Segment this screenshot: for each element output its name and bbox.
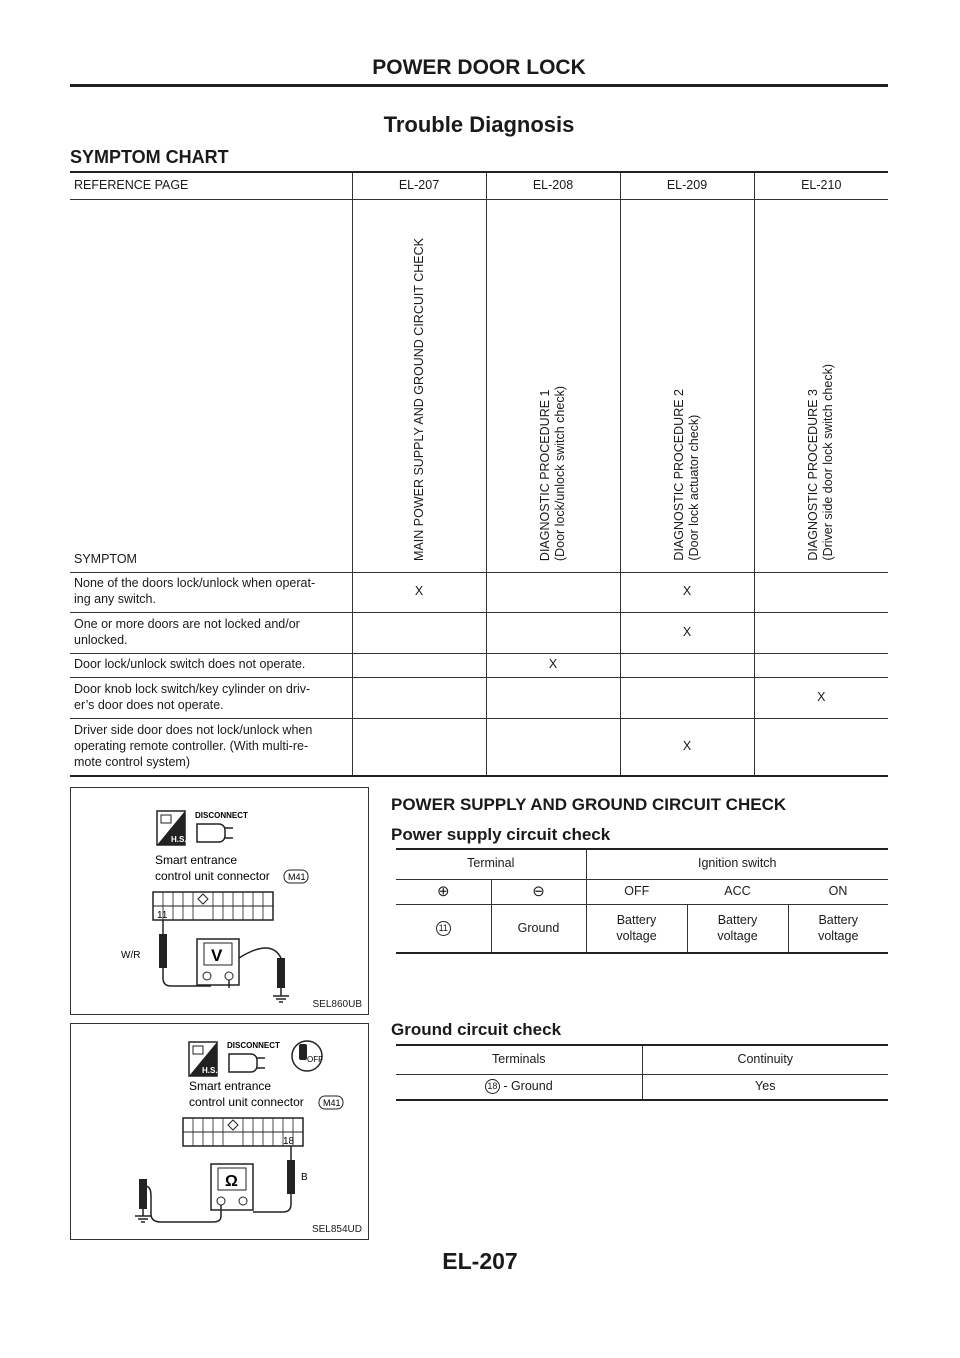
symptom-text: mote control system)	[74, 754, 191, 769]
column-header-line2: (Driver side door lock switch check)	[821, 364, 836, 561]
pin-number: 18	[283, 1136, 295, 1147]
column-header-line2: (Door lock/unlock switch check)	[553, 385, 567, 561]
ref-page: EL-208	[486, 172, 620, 199]
ref-page: EL-210	[754, 172, 888, 199]
terminal-number: 11	[436, 921, 451, 936]
terminal-cell	[396, 905, 491, 953]
mark-cell: X	[620, 612, 754, 653]
running-header: POWER DOOR LOCK	[372, 56, 586, 79]
value-line: Battery	[717, 912, 758, 927]
table-row	[396, 1074, 888, 1100]
figure-code: SEL860UB	[312, 999, 362, 1010]
symptom-chart-table	[70, 171, 888, 777]
power-supply-table	[396, 848, 888, 954]
mark-cell	[754, 653, 888, 677]
meter-symbol: Ω	[225, 1173, 238, 1190]
power-ground-heading: POWER SUPPLY AND GROUND CIRCUIT CHECK	[391, 795, 787, 814]
continuity-result: Yes	[642, 1074, 888, 1100]
mark-cell	[352, 653, 486, 677]
table-header-row	[396, 849, 888, 879]
symptom-cell	[70, 612, 352, 653]
voltmeter-icon	[197, 939, 239, 985]
value-cell	[788, 905, 888, 953]
value-line: voltage	[818, 928, 859, 943]
ground-icon	[135, 1209, 151, 1222]
hs-icon	[157, 811, 187, 845]
mark-cell	[486, 718, 620, 776]
ignition-on: ON	[828, 884, 848, 899]
figure-code: SEL854UD	[311, 1224, 362, 1235]
ignition-off: OFF	[586, 879, 687, 905]
value-line: Battery	[818, 912, 859, 927]
mark-cell	[486, 677, 620, 718]
minus-icon: ⊖	[491, 879, 586, 905]
symptom-text: Driver side door does not lock/unlock when	[74, 723, 313, 738]
symptom-text: Door knob lock switch/key cylinder on driv-	[74, 681, 311, 696]
ground-cell: Ground	[491, 905, 586, 953]
header-rule	[70, 84, 888, 87]
column-header-line1: DIAGNOSTIC PROCEDURE 1	[538, 389, 552, 561]
disconnect-label: DISCONNECT	[227, 1041, 280, 1050]
mark-cell	[620, 677, 754, 718]
mark-cell	[754, 572, 888, 612]
table-header-row	[396, 1045, 888, 1074]
mark-cell	[352, 718, 486, 776]
mark-cell: X	[754, 677, 888, 718]
ground-circuit-table	[396, 1044, 888, 1101]
ground-circuit-diagram	[71, 1024, 368, 1239]
mark-cell	[754, 612, 888, 653]
symptom-chart-heading: SYMPTOM CHART	[70, 147, 229, 167]
ignition-header: Ignition switch	[586, 849, 888, 879]
table-row	[70, 572, 888, 612]
ground-icon	[273, 988, 289, 1002]
reference-row	[70, 172, 888, 199]
connector-id: M41	[288, 872, 306, 882]
table-row	[396, 905, 888, 953]
wire-color: W/R	[121, 950, 141, 961]
value-line: voltage	[616, 928, 657, 943]
symptom-text: unlocked.	[74, 632, 128, 647]
column-header-row	[70, 199, 888, 572]
meter-symbol: V	[211, 946, 223, 965]
value-cell	[586, 905, 687, 953]
pin-number: 11	[157, 910, 168, 921]
mark-cell	[486, 572, 620, 612]
caption-line2: control unit connector	[189, 1095, 304, 1109]
mark-cell	[352, 677, 486, 718]
hs-text: H.S.	[171, 835, 187, 844]
probe-red	[159, 934, 167, 968]
caption-line1: Smart entrance	[155, 853, 238, 867]
terminal-header: Terminal	[467, 856, 515, 871]
mark-cell: X	[352, 572, 486, 612]
page-title: Trouble Diagnosis	[383, 112, 575, 137]
value-line: Battery	[616, 912, 657, 927]
column-header-line1: MAIN POWER SUPPLY AND GROUND CIRCUIT CHECK	[411, 237, 426, 561]
power-supply-subheading: Power supply circuit check	[391, 825, 611, 844]
mark-cell	[486, 612, 620, 653]
column-header	[352, 199, 486, 572]
terminal-cell	[396, 1074, 642, 1100]
key-off-label: OFF	[307, 1055, 323, 1064]
connector-plug-icon	[229, 1054, 265, 1072]
mark-cell: X	[620, 718, 754, 776]
mark-cell	[352, 612, 486, 653]
ignition-key-icon	[292, 1041, 323, 1071]
caption-line2: control unit connector	[155, 869, 270, 883]
table-row	[70, 612, 888, 653]
terminals-header: Terminals	[492, 1051, 546, 1066]
table-subheader-row	[396, 879, 888, 905]
symptom-cell	[70, 718, 352, 776]
power-supply-diagram	[71, 788, 368, 1014]
hs-text: H.S.	[202, 1066, 218, 1075]
probe-black	[287, 1160, 295, 1194]
column-header	[754, 199, 888, 572]
ref-page: EL-209	[620, 172, 754, 199]
terminal-number: 18	[485, 1079, 500, 1094]
hs-icon	[189, 1042, 218, 1076]
connector-id: M41	[323, 1098, 341, 1108]
ohmmeter-icon	[211, 1164, 253, 1210]
column-header-line1: DIAGNOSTIC PROCEDURE 2	[672, 389, 686, 561]
symptom-label: SYMPTOM	[74, 551, 137, 566]
figure-power-supply-check	[70, 787, 369, 1015]
ground-circuit-subheading: Ground circuit check	[391, 1020, 562, 1039]
value-cell	[687, 905, 788, 953]
ref-page: EL-207	[352, 172, 486, 199]
symptom-cell: Door lock/unlock switch does not operate.	[74, 657, 306, 672]
value-line: voltage	[717, 928, 758, 943]
symptom-text: er’s door does not operate.	[74, 697, 224, 712]
column-header-line2: (Door lock actuator check)	[687, 414, 701, 561]
wire-color: B	[301, 1172, 308, 1183]
symptom-text: operating remote controller. (With multi-re-	[74, 738, 309, 753]
mark-cell	[754, 718, 888, 776]
caption-line1: Smart entrance	[189, 1079, 272, 1093]
symptom-cell	[70, 677, 352, 718]
column-header-line1: DIAGNOSTIC PROCEDURE 3	[806, 389, 821, 561]
probe-red	[139, 1179, 147, 1209]
continuity-header: Continuity	[642, 1045, 888, 1074]
table-row	[70, 653, 888, 677]
plus-icon: ⊕	[436, 882, 450, 900]
disconnect-label: DISCONNECT	[195, 811, 248, 820]
probe-black	[277, 958, 285, 988]
terminal-suffix: - Ground	[503, 1078, 553, 1093]
connector-plug-icon	[197, 824, 233, 842]
table-row	[70, 677, 888, 718]
reference-page-label: REFERENCE PAGE	[74, 177, 189, 192]
mark-cell: X	[486, 653, 620, 677]
symptom-cell	[70, 572, 352, 612]
symptom-text: ing any switch.	[74, 592, 156, 606]
figure-ground-check	[70, 1023, 369, 1240]
column-header	[620, 199, 754, 572]
symptom-text: None of the doors lock/unlock when operat-	[74, 576, 316, 591]
page-number: EL-207	[442, 1248, 518, 1274]
table-row	[70, 718, 888, 776]
mark-cell	[620, 653, 754, 677]
ignition-acc: ACC	[724, 884, 751, 899]
symptom-text: One or more doors are not locked and/or	[74, 616, 300, 631]
connector-block	[153, 892, 273, 920]
column-header	[486, 199, 620, 572]
mark-cell: X	[620, 572, 754, 612]
